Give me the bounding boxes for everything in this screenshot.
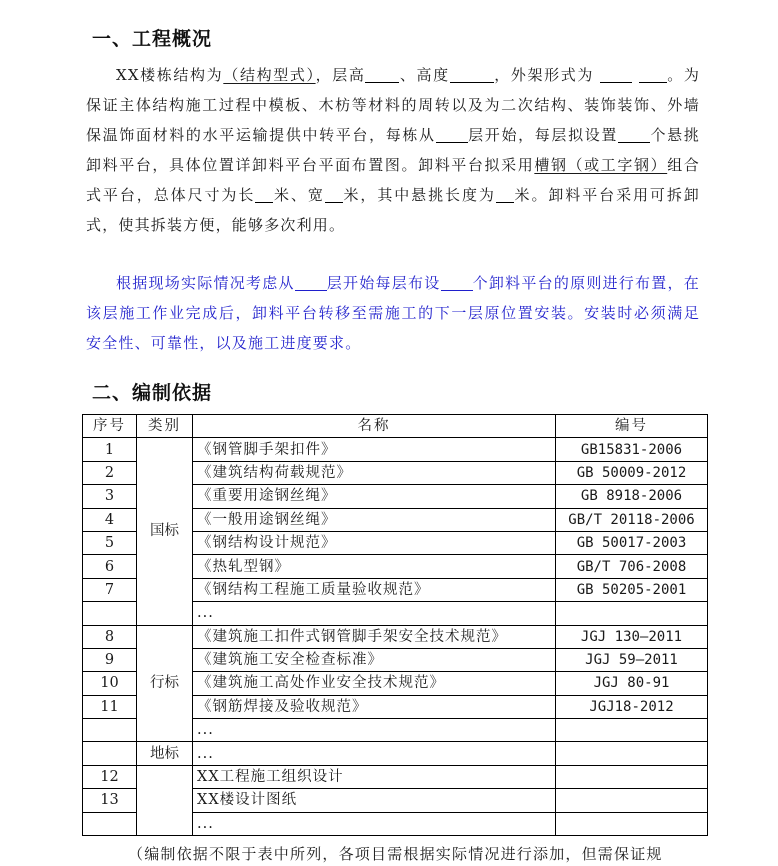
standard-code: GB/T 20118-2006 [556,508,708,531]
start-floor-blank [436,124,468,143]
standard-code [556,602,708,625]
row-number: 7 [83,578,137,601]
row-number: 10 [83,672,137,695]
row-number: 13 [83,789,137,812]
p2-text-a: 根据现场实际情况考虑从 [116,274,295,292]
row-number: 12 [83,765,137,788]
reference-standards-table [82,414,708,836]
standard-name: 《钢结构设计规范》 [193,531,556,554]
p1-text-c: 、高度 [399,66,450,84]
standard-code: JGJ18-2012 [556,695,708,718]
row-number: 3 [83,485,137,508]
standard-code: JGJ 59—2011 [556,648,708,671]
floor-height-blank [365,64,399,83]
header-code: 编号 [556,415,708,438]
row-number: 11 [83,695,137,718]
header-number: 序号 [83,415,137,438]
standard-name: 《热轧型钢》 [193,555,556,578]
document-code [556,812,708,835]
row-number [83,602,137,625]
standard-name: 《建筑施工扣件式钢管脚手架安全技术规范》 [193,625,556,648]
table-row [83,742,708,765]
layout-start-floor-blank [295,272,327,291]
standard-code: GB 8918-2006 [556,485,708,508]
p1-text-d: ，外架形式为 [493,66,594,84]
height-blank [450,64,494,83]
p1-text-k: 米。卸料平台采用可拆卸式，使其拆装方便，能够多次利用。 [86,186,700,234]
layout-count-blank [441,272,473,291]
standard-code: GB15831-2006 [556,438,708,461]
p1-text-i: 米、宽 [273,186,325,204]
p1-text-a: XX楼栋结构为 [116,66,224,84]
p1-text-j: 米，其中悬挑长度为 [342,186,496,204]
standard-name: ... [193,719,556,742]
standard-name: ... [193,742,556,765]
row-number: 4 [83,508,137,531]
table-row [83,625,708,648]
table-footnote: （编制依据不限于表中所列，各项目需根据实际情况进行添加，但需保证规 [128,845,663,863]
header-name: 名称 [193,415,556,438]
document-code [556,789,708,812]
overview-paragraph-2 [86,268,700,358]
standard-name: ... [193,602,556,625]
scaffold-type-blank-2 [639,64,667,83]
standard-name: 《一般用途钢丝绳》 [193,508,556,531]
standard-name: 《钢管脚手架扣件》 [193,438,556,461]
standard-name: 《钢结构工程施工质量验收规范》 [193,578,556,601]
row-number: 2 [83,461,137,484]
document-name: XX楼设计图纸 [193,789,556,812]
length-blank [255,184,273,203]
row-number: 9 [83,648,137,671]
row-number [83,742,137,765]
row-number [83,812,137,835]
category-industry: 行标 [137,625,193,742]
document-name: ... [193,812,556,835]
category-local: 地标 [137,742,193,765]
width-blank [325,184,343,203]
p1-text-b: ，层高 [315,66,366,84]
standard-code: GB 50009-2012 [556,461,708,484]
standard-name: 《建筑结构荷载规范》 [193,461,556,484]
cantilever-length-blank [496,184,514,203]
section-heading-basis: 二、编制依据 [92,382,213,404]
standard-code: GB 50205-2001 [556,578,708,601]
p1-text-g: 个悬挑卸料平台，具体位置详卸料平台平面布置图。卸料平台拟采用 [86,126,700,174]
table-row [83,765,708,788]
header-category: 类别 [137,415,193,438]
p1-text-h: 组合式平台，总体尺寸为长 [86,156,700,204]
table-row [83,438,708,461]
p2-text-b: 层开始每层布设 [326,274,441,292]
standard-code [556,742,708,765]
row-number [83,719,137,742]
standard-name: 《重要用途钢丝绳》 [193,485,556,508]
category-project [137,765,193,835]
overview-paragraph-1 [86,60,700,240]
standard-code: JGJ 130—2011 [556,625,708,648]
p1-text-f: 层开始，每层拟设置 [467,126,619,144]
platform-count-blank [618,124,650,143]
standard-code: GB/T 706-2008 [556,555,708,578]
row-number: 5 [83,531,137,554]
standard-code [556,719,708,742]
document-name: XX工程施工组织设计 [193,765,556,788]
row-number: 6 [83,555,137,578]
steel-type-field: 槽钢（或工字钢） [534,156,668,174]
category-national: 国标 [137,438,193,625]
row-number: 1 [83,438,137,461]
standard-code: GB 50017-2003 [556,531,708,554]
table-header-row [83,415,708,438]
standard-name: 《钢筋焊接及验收规范》 [193,695,556,718]
standard-name: 《建筑施工安全检查标准》 [193,648,556,671]
standard-code: JGJ 80-91 [556,672,708,695]
row-number: 8 [83,625,137,648]
p2-text-c: 个卸料平台的原则进行布置，在该层施工作业完成后，卸料平台转移至需施工的下一层原位置安装。安装时必须满足安全性、可靠性，以及施工进度要求。 [86,274,701,352]
p1-text-e: 。为保证主体结构施工过程中模板、木枋等材料的周转以及为二次结构、装饰装饰、外墙保温饰面材料的水平运输提供中转平台，每栋从 [86,66,701,144]
structure-type-field: （结构型式） [223,66,316,84]
document-code [556,765,708,788]
scaffold-type-blank [600,64,632,83]
standard-name: 《建筑施工高处作业安全技术规范》 [193,672,556,695]
section-heading-overview: 一、工程概况 [92,28,213,50]
